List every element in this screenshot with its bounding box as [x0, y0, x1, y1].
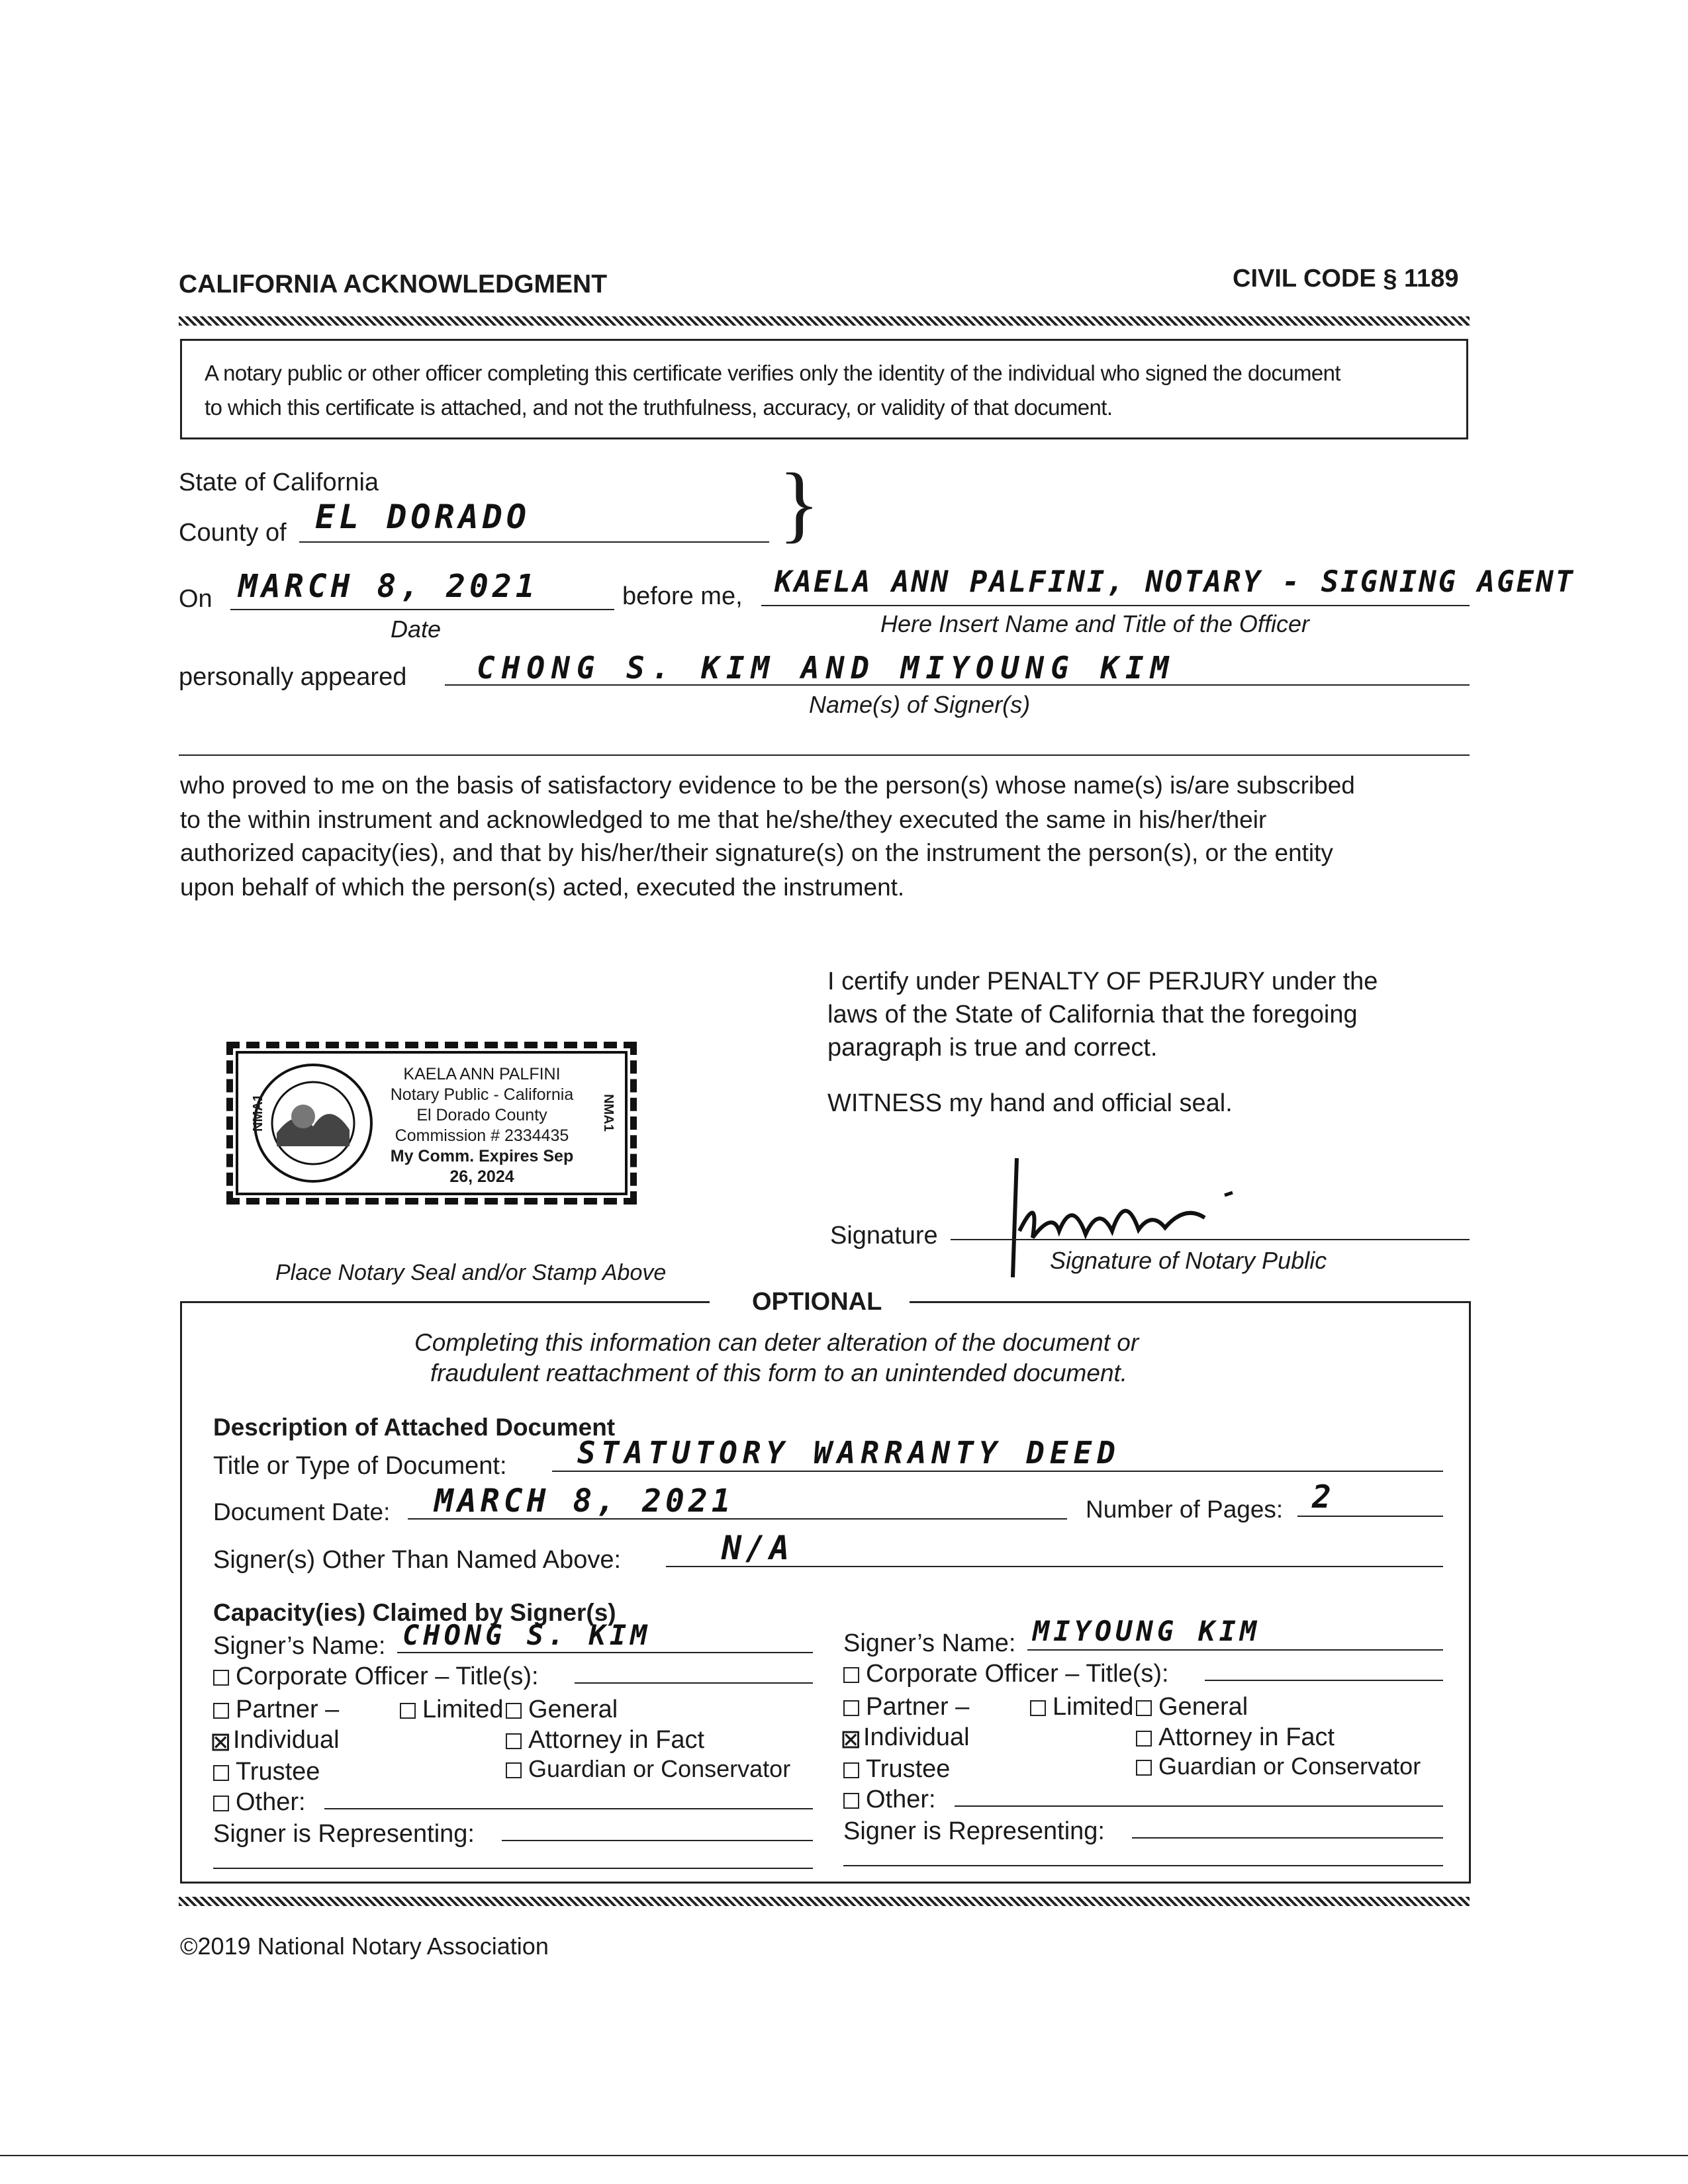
signer-2-partner-label: Partner – — [866, 1693, 970, 1721]
signer-1-general-label: General — [528, 1696, 618, 1723]
doc-title-value: STATUTORY WARRANTY DEED — [577, 1435, 1121, 1471]
signer-1-trustee-label: Trustee — [236, 1758, 320, 1786]
seal-expires: My Comm. Expires Sep 26, 2024 — [390, 1147, 574, 1186]
on-label: On — [179, 585, 212, 613]
other-signers-value: N/A — [722, 1529, 794, 1567]
officer-value: KAELA ANN PALFINI, NOTARY - SIGNING AGENT — [774, 565, 1575, 599]
signer-2-representing-line — [1132, 1837, 1443, 1839]
signer-1-partner-label: Partner – — [236, 1696, 340, 1723]
signature-line — [951, 1239, 1470, 1240]
capacity-heading: Capacity(ies) Claimed by Signer(s) — [213, 1599, 616, 1626]
signer-2-name-label: Signer’s Name: — [843, 1629, 1016, 1657]
signer-2-trustee-checkbox[interactable] — [843, 1762, 859, 1778]
state-label: State of California — [179, 469, 379, 496]
decorative-border-top — [179, 316, 1470, 326]
signer-1-other-label: Other: — [236, 1788, 306, 1816]
signer-2-other-line — [955, 1805, 1443, 1807]
signer-1-limited-checkbox[interactable] — [400, 1703, 416, 1719]
signature-label: Signature — [830, 1222, 938, 1250]
signer-2-corporate-label: Corporate Officer – Title(s): — [866, 1660, 1169, 1688]
signer-1-representing-line-2 — [213, 1868, 813, 1869]
signer-1-individual-label: Individual — [233, 1726, 340, 1754]
signer-2-other-checkbox[interactable] — [843, 1793, 859, 1809]
body-line-3: authorized capacity(ies), and that by his/her/their signature(s) on the instrument the person(s), or the entity — [180, 839, 1333, 866]
doc-title-line — [552, 1471, 1443, 1472]
signer-1-other-line — [324, 1808, 813, 1809]
body-line-2: to the within instrument and acknowledged to me that he/she/they executed the same in his/her/their — [180, 806, 1267, 833]
seal-caption: Place Notary Seal and/or Stamp Above — [275, 1260, 667, 1285]
appeared-label: personally appeared — [179, 663, 407, 691]
signer-1-attorney-label: Attorney in Fact — [528, 1726, 705, 1754]
notice-box — [180, 339, 1468, 439]
signers-line-2 — [179, 754, 1470, 756]
doc-date-line — [408, 1518, 1067, 1520]
witness-text: WITNESS my hand and official seal. — [827, 1089, 1233, 1117]
signer-1-trustee-checkbox[interactable] — [213, 1765, 229, 1781]
signer-2-representing-label: Signer is Representing: — [843, 1817, 1105, 1845]
signer-1-representing-label: Signer is Representing: — [213, 1820, 475, 1848]
certify-line-3: paragraph is true and correct. — [827, 1034, 1158, 1062]
signer-2-individual-label: Individual — [863, 1723, 970, 1751]
signer-2-name-value: MIYOUNG KIM — [1033, 1615, 1261, 1647]
signer-1-name-label: Signer’s Name: — [213, 1632, 386, 1660]
optional-intro-2: fraudulent reattachment of this form to an unintended document. — [430, 1359, 1128, 1387]
signer-2-attorney-checkbox[interactable] — [1136, 1731, 1152, 1747]
optional-rule-right — [910, 1301, 1471, 1303]
body-line-1: who proved to me on the basis of satisfactory evidence to be the person(s) whose name(s) is/are subscribed — [180, 772, 1355, 799]
signer-1-corporate-label: Corporate Officer – Title(s): — [236, 1662, 539, 1690]
signer-2-general-checkbox[interactable] — [1136, 1700, 1152, 1716]
decorative-border-bottom — [179, 1897, 1470, 1906]
california-seal-icon — [250, 1060, 376, 1186]
optional-intro-1: Completing this information can deter alteration of the document or — [414, 1329, 1139, 1356]
signer-2-partner-checkbox[interactable] — [843, 1700, 859, 1716]
signer-1-individual-checkbox-checked[interactable]: ☒ — [211, 1731, 231, 1756]
seal-name: KAELA ANN PALFINI — [403, 1065, 561, 1083]
optional-rule-left — [180, 1301, 710, 1303]
signature-caption: Signature of Notary Public — [1050, 1247, 1327, 1274]
date-caption: Date — [391, 615, 442, 643]
signer-1-guardian-checkbox[interactable] — [506, 1762, 522, 1778]
notice-line-1: A notary public or other officer completing this certificate verifies only the identity of the individual who signed the document — [205, 361, 1340, 385]
body-line-4: upon behalf of which the person(s) acted, executed the instrument. — [180, 874, 905, 901]
signer-1-representing-line — [502, 1840, 813, 1841]
signer-1-name-line — [397, 1652, 813, 1653]
certify-line-2: laws of the State of California that the foregoing — [827, 1001, 1358, 1028]
signer-1-corporate-line — [575, 1682, 813, 1684]
optional-box — [180, 1301, 1471, 1884]
signers-caption: Name(s) of Signer(s) — [809, 691, 1031, 718]
before-me-label: before me, — [622, 582, 743, 610]
desc-heading: Description of Attached Document — [213, 1414, 616, 1441]
seal-title: Notary Public - California — [390, 1085, 574, 1104]
signer-1-general-checkbox[interactable] — [506, 1703, 522, 1719]
signer-2-name-line — [1027, 1649, 1443, 1651]
signer-2-guardian-checkbox[interactable] — [1136, 1760, 1152, 1776]
signer-1-partner-checkbox[interactable] — [213, 1703, 229, 1719]
signer-2-guardian-label: Guardian or Conservator — [1158, 1752, 1421, 1780]
pages-line — [1297, 1516, 1443, 1517]
copyright: ©2019 National Notary Association — [180, 1933, 549, 1960]
county-label: County of — [179, 519, 287, 547]
signer-2-other-label: Other: — [866, 1786, 936, 1813]
signer-2-trustee-label: Trustee — [866, 1755, 951, 1783]
signer-2-representing-line-2 — [843, 1865, 1443, 1866]
signer-1-limited-label: Limited — [422, 1696, 504, 1723]
signer-1-other-checkbox[interactable] — [213, 1796, 229, 1811]
civil-code: CIVIL CODE § 1189 — [1233, 265, 1459, 293]
officer-line — [761, 605, 1470, 606]
signer-2-individual-checkbox-checked[interactable]: ☒ — [841, 1728, 861, 1753]
date-value: MARCH 8, 2021 — [238, 568, 539, 605]
seal-commission: Commission # 2334435 — [395, 1126, 569, 1145]
form-title: CALIFORNIA ACKNOWLEDGMENT — [179, 270, 608, 298]
other-signers-label: Signer(s) Other Than Named Above: — [213, 1546, 622, 1574]
signer-2-limited-label: Limited — [1053, 1693, 1134, 1721]
doc-date-value: MARCH 8, 2021 — [434, 1482, 735, 1520]
pages-label: Number of Pages: — [1086, 1496, 1284, 1523]
signer-2-corporate-line — [1205, 1680, 1443, 1681]
seal-left-mark: NMA1 — [250, 1094, 265, 1132]
signer-2-corporate-checkbox[interactable] — [843, 1667, 859, 1683]
other-signers-line — [666, 1566, 1443, 1567]
signer-1-corporate-checkbox[interactable] — [213, 1670, 229, 1686]
signers-line — [445, 684, 1470, 686]
signer-1-attorney-checkbox[interactable] — [506, 1733, 522, 1749]
notice-line-2: to which this certificate is attached, and not the truthfulness, accuracy, or validity of that document. — [205, 395, 1113, 420]
officer-caption: Here Insert Name and Title of the Officer — [880, 610, 1309, 637]
signers-value: CHONG S. KIM AND MIYOUNG KIM — [477, 650, 1176, 686]
county-value: EL DORADO — [315, 498, 530, 536]
pages-value: 2 — [1312, 1479, 1335, 1516]
optional-heading: OPTIONAL — [752, 1288, 882, 1316]
notary-seal-stamp — [226, 1042, 637, 1205]
signer-2-general-label: General — [1158, 1693, 1248, 1721]
venue-brace: } — [778, 456, 820, 551]
date-line — [230, 609, 614, 610]
seal-right-mark: NMA1 — [600, 1094, 616, 1132]
page-bottom-rule — [0, 2155, 1688, 2156]
signer-1-guardian-label: Guardian or Conservator — [528, 1755, 791, 1782]
doc-date-label: Document Date: — [213, 1498, 391, 1525]
certify-line-1: I certify under PENALTY OF PERJURY under the — [827, 968, 1378, 995]
county-line — [299, 541, 769, 543]
signer-1-name-value: CHONG S. KIM — [402, 1619, 651, 1651]
seal-county: El Dorado County — [416, 1106, 547, 1124]
signer-2-attorney-label: Attorney in Fact — [1158, 1723, 1335, 1751]
signer-2-limited-checkbox[interactable] — [1030, 1700, 1046, 1716]
doc-title-label: Title or Type of Document: — [213, 1452, 507, 1480]
